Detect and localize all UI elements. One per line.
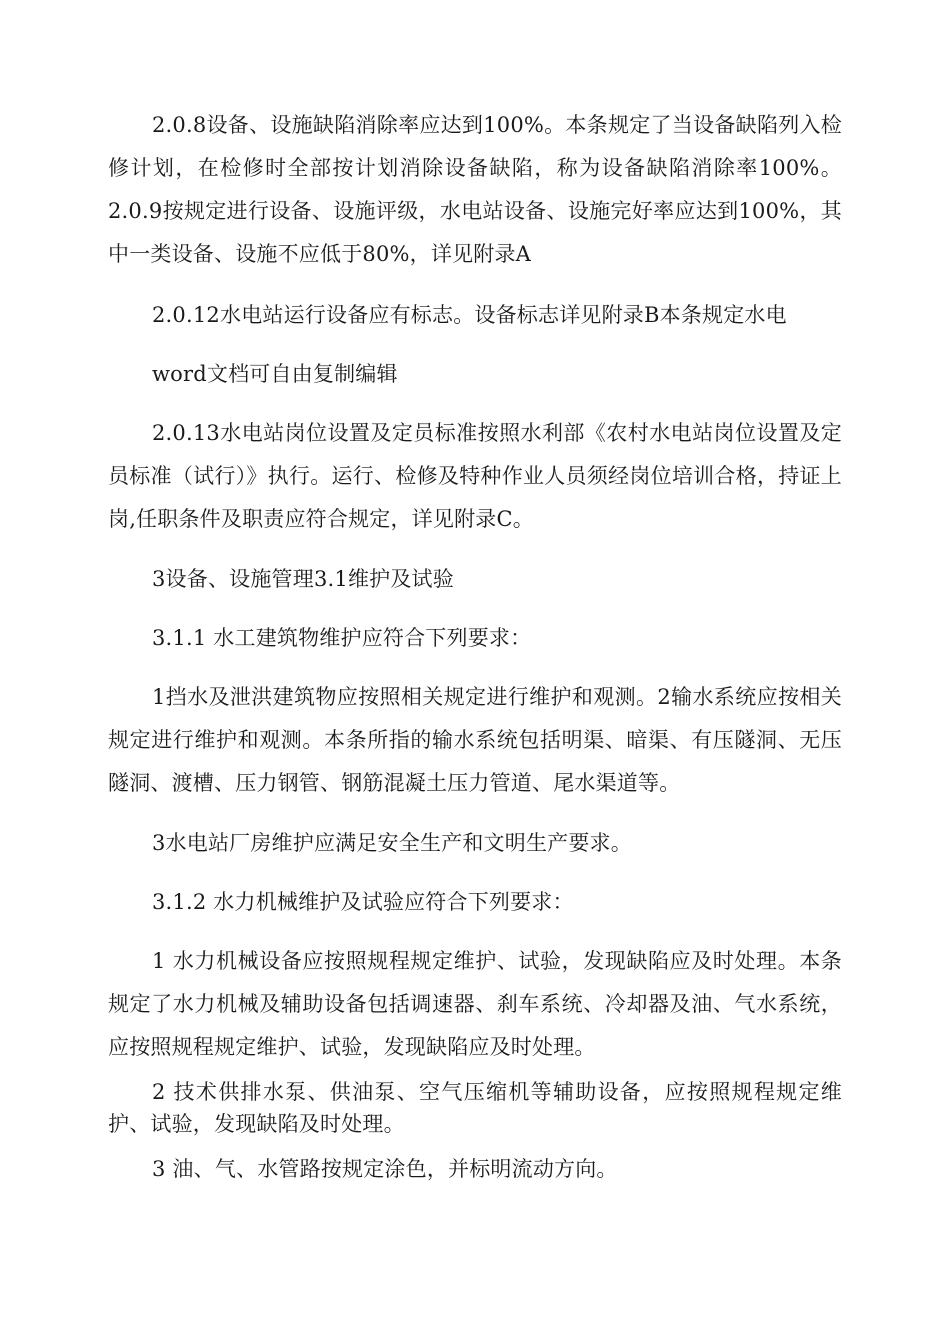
section-heading-3: 3设备、设施管理3.1维护及试验 bbox=[152, 567, 454, 591]
paragraph-powerhouse: 3水电站厂房维护应满足安全生产和文明生产要求。 bbox=[152, 831, 632, 855]
paragraph-2-0-13: 2.0.13水电站岗位设置及定员标准按照水利部《农村水电站岗位设置及定员标准（试行）》执行。运行、检修及特种作业人员须经岗位培训合格，持证上岗,任职条件及职责应符合规定，详见附录C。 bbox=[108, 421, 842, 531]
paragraph-water-structures: 1挡水及泄洪建筑物应按照相关规定进行维护和观测。2输水系统应按相关规定进行维护和观测。本条所指的输水系统包括明渠、暗渠、有压隧洞、无压隧洞、渡槽、压力钢管、钢筋混凝土压力管道、尾水渠道等。 bbox=[108, 685, 842, 795]
paragraph-word-note: word文档可自由复制编辑 bbox=[152, 362, 398, 386]
paragraph-2-0-12: 2.0.12水电站运行设备应有标志。设备标志详见附录B本条规定水电 bbox=[152, 303, 787, 327]
paragraph-3-1-2: 3.1.2 水力机械维护及试验应符合下列要求： bbox=[152, 890, 574, 914]
paragraph-auxiliary-equipment: 2 技术供排水泵、供油泵、空气压缩机等辅助设备，应按照规程规定维护、试验，发现缺陷及时处理。 bbox=[108, 1080, 842, 1136]
paragraph-2-0-8: 2.0.8设备、设施缺陷消除率应达到100%。本条规定了当设备缺陷列入检修计划，在检修时全部按计划消除设备缺陷，称为设备缺陷消除率100%。2.0.9按规定进行设备、设施评级，水电站设备、设施完好率应达到100%，其中一类设备、设施不应低于80%，详见附录A bbox=[108, 113, 842, 266]
paragraph-hydraulic-machinery: 1 水力机械设备应按照规程规定维护、试验，发现缺陷应及时处理。本条规定了水力机械及辅助设备包括调速器、刹车系统、冷却器及油、气水系统，应按照规程规定维护、试验，发现缺陷应及时处理。 bbox=[108, 949, 842, 1059]
paragraph-pipeline-color: 3 油、气、水管路按规定涂色，并标明流动方向。 bbox=[152, 1157, 618, 1181]
paragraph-3-1-1: 3.1.1 水工建筑物维护应符合下列要求： bbox=[152, 626, 532, 650]
